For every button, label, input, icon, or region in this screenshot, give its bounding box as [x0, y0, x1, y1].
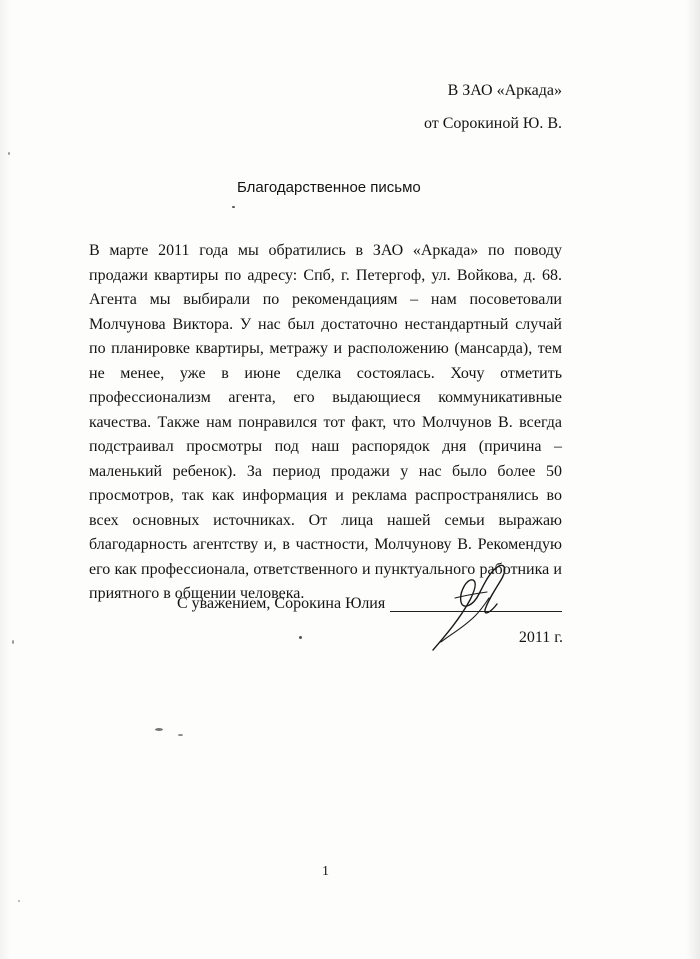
scan-edge-shadow-right: [686, 0, 700, 959]
scan-speck: [299, 636, 302, 639]
page-number: 1: [322, 864, 329, 879]
letter-date: 2011 г.: [518, 629, 563, 646]
scan-speck: [178, 734, 183, 736]
scan-speck: [232, 206, 235, 208]
scan-edge-shadow-left: [0, 0, 10, 959]
letter-title: Благодарственное письмо: [237, 179, 421, 196]
sender-line: от Сорокиной Ю. В.: [423, 115, 562, 132]
scan-speck: [155, 728, 163, 731]
recipient-line: В ЗАО «Аркада»: [447, 82, 562, 99]
handwritten-signature: [415, 558, 525, 658]
scan-speck: [12, 640, 14, 644]
scan-speck: [18, 900, 20, 902]
scan-speck: [8, 152, 10, 155]
letter-body: В марте 2011 года мы обратились в ЗАО «Аркада» по поводу продажи квартиры по адресу: Спб, г. Петергоф, ул. Войкова, д. 68. Агента мы выбирали по рекомендациям – нам посоветовали Молчунова Виктора. У нас был достаточно нестандартный случай по планировке квартиры, метражу и расположению (мансарда), тем не менее, уже в июне сделка состоялась. Хочу отметить профессионализм агента, его выдающиеся коммуникативные качества. Также нам понравился тот факт, что Молчунов В. всегда подстраивал просмотры под наш распорядок дня (причина – маленький ребенок). За период продажи у нас было более 50 просмотров, так как информация и реклама распространялись во всех основных источниках. От лица нашей семьи выражаю благодарность агентству и, в частности, Молчунову В. Рекомендую его как профессионала, ответственного и пунктуального работника и приятного в общении человека.: [89, 242, 562, 602]
closing-line: С уважением, Сорокина Юлия: [177, 595, 386, 612]
